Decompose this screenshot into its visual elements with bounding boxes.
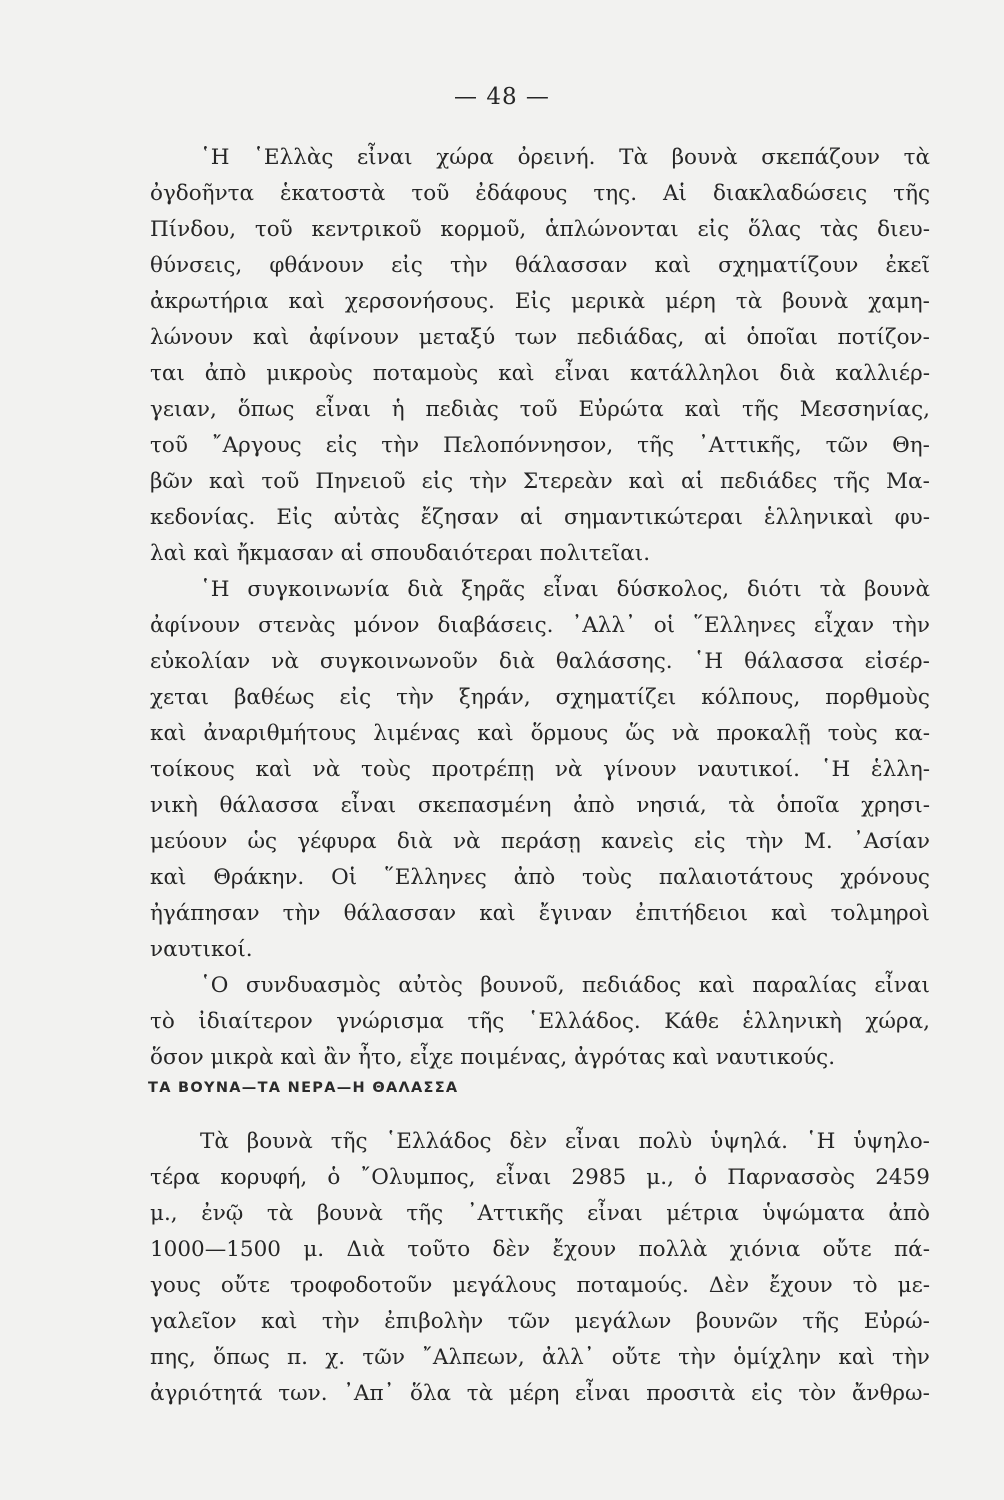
text-line: γους οὔτε τροφοδοτοῦν μεγάλους ποταμούς. Δὲν ἔχουν τὸ με- [150,1273,930,1298]
text-line: ῾Ο συνδυασμὸς αὐτὸς βουνοῦ, πεδιάδος καὶ παραλίας εἶναι [200,973,930,998]
text-line: τὸ ἰδιαίτερον γνώρισμα τῆς ῾Ελλάδος. Κάθε ἑλληνικὴ χώρα, [150,1009,930,1034]
text-line: ὀγδοῆντα ἑκατοστὰ τοῦ ἐδάφους της. Αἱ διακλαδώσεις τῆς [150,181,930,206]
page-number: — 48 — [454,84,550,110]
text-line: μ., ἐνῷ τὰ βουνὰ τῆς ᾿Αττικῆς εἶναι μέτρια ὑψώματα ἀπὸ [150,1201,930,1226]
text-line: τοῦ ῎Αργους εἰς τὴν Πελοπόννησον, τῆς ᾿Αττικῆς, τῶν Θη- [150,433,930,458]
text-line: 1000—1500 μ. Διὰ τοῦτο δὲν ἔχουν πολλὰ χιόνια οὔτε πά- [150,1237,930,1262]
text-line: ἠγάπησαν τὴν θάλασσαν καὶ ἔγιναν ἐπιτήδειοι καὶ τολμηροὶ [150,901,930,926]
text-line: ἀγριότητά των. ᾿Απ᾿ ὅλα τὰ μέρη εἶναι προσιτὰ εἰς τὸν ἄνθρω- [150,1381,930,1406]
text-line: ἀφίνουν στενὰς μόνον διαβάσεις. ᾿Αλλ᾿ οἱ ῞Ελληνες εἶχαν τὴν [150,613,930,638]
text-line: γειαν, ὅπως εἶναι ἡ πεδιὰς τοῦ Εὐρώτα καὶ τῆς Μεσσηνίας, [150,397,930,422]
text-line: ὅσον μικρὰ καὶ ἂν ἦτο, εἶχε ποιμένας, ἀγρότας καὶ ναυτικούς. [150,1045,836,1070]
text-line: νικὴ θάλασσα εἶναι σκεπασμένη ἀπὸ νησιά, τὰ ὁποῖα χρησι- [150,793,930,818]
body-text-block [150,140,930,1076]
text-line: ῾Η ῾Ελλὰς εἶναι χώρα ὀρεινή. Τὰ βουνὰ σκεπάζουν τὰ [200,145,930,170]
text-line: ται ἀπὸ μικροὺς ποταμοὺς καὶ εἶναι κατάλληλοι διὰ καλλιέρ- [150,361,930,386]
text-line: κεδονίας. Εἰς αὐτὰς ἔζησαν αἱ σημαντικώτεραι ἑλληνικαὶ φυ- [150,505,930,530]
text-line: ἀκρωτήρια καὶ χερσονήσους. Εἰς μερικὰ μέρη τὰ βουνὰ χαμη- [150,289,930,314]
text-line: τέρα κορυφή, ὁ ῎Ολυμπος, εἶναι 2985 μ., ὁ Παρνασσὸς 2459 [150,1165,930,1190]
text-line: πης, ὅπως π. χ. τῶν ῎Αλπεων, ἀλλ᾿ οὔτε τὴν ὁμίχλην καὶ τὴν [150,1345,930,1370]
text-line: θύνσεις, φθάνουν εἰς τὴν θάλασσαν καὶ σχηματίζουν ἐκεῖ [150,253,930,278]
text-line: λώνουν καὶ ἀφίνουν μεταξύ των πεδιάδας, αἱ ὁποῖαι ποτίζον- [150,325,930,350]
section-heading: ΤΑ ΒΟΥΝΑ—ΤΑ ΝΕΡΑ—Η ΘΑΛΑΣΣΑ [148,1080,459,1096]
text-line: ῾Η συγκοινωνία διὰ ξηρᾶς εἶναι δύσκολος, διότι τὰ βουνὰ [200,577,930,602]
text-line: καὶ ἀναριθμήτους λιμένας καὶ ὅρμους ὥς νὰ προκαλῇ τοὺς κα- [150,721,930,746]
section-text-block [150,1124,930,1412]
text-line: Πίνδου, τοῦ κεντρικοῦ κορμοῦ, ἁπλώνονται εἰς ὅλας τὰς διευ- [150,217,930,242]
text-line: ναυτικοί. [150,937,253,962]
text-line: Τὰ βουνὰ τῆς ῾Ελλάδος δὲν εἶναι πολὺ ὑψηλά. ῾Η ὑψηλο- [200,1129,930,1154]
text-line: εὐκολίαν νὰ συγκοινωνοῦν διὰ θαλάσσης. ῾Η θάλασσα εἰσέρ- [150,649,930,674]
text-line: γαλεῖον καὶ τὴν ἐπιβολὴν τῶν μεγάλων βουνῶν τῆς Εὐρώ- [150,1309,930,1334]
text-line: χεται βαθέως εἰς τὴν ξηράν, σχηματίζει κόλπους, πορθμοὺς [150,685,930,710]
text-line: βῶν καὶ τοῦ Πηνειοῦ εἰς τὴν Στερεὰν καὶ αἱ πεδιάδες τῆς Μα- [150,469,930,494]
text-line: μεύουν ὡς γέφυρα διὰ νὰ περάσῃ κανεὶς εἰς τὴν Μ. ᾿Ασίαν [150,829,930,854]
text-line: καὶ Θράκην. Οἱ ῞Ελληνες ἀπὸ τοὺς παλαιοτάτους χρόνους [150,865,930,890]
text-line: τοίκους καὶ νὰ τοὺς προτρέπῃ νὰ γίνουν ναυτικοί. ῾Η ἑλλη- [150,757,930,782]
text-line: λαὶ καὶ ἤκμασαν αἱ σπουδαιότεραι πολιτεῖαι. [150,541,651,566]
